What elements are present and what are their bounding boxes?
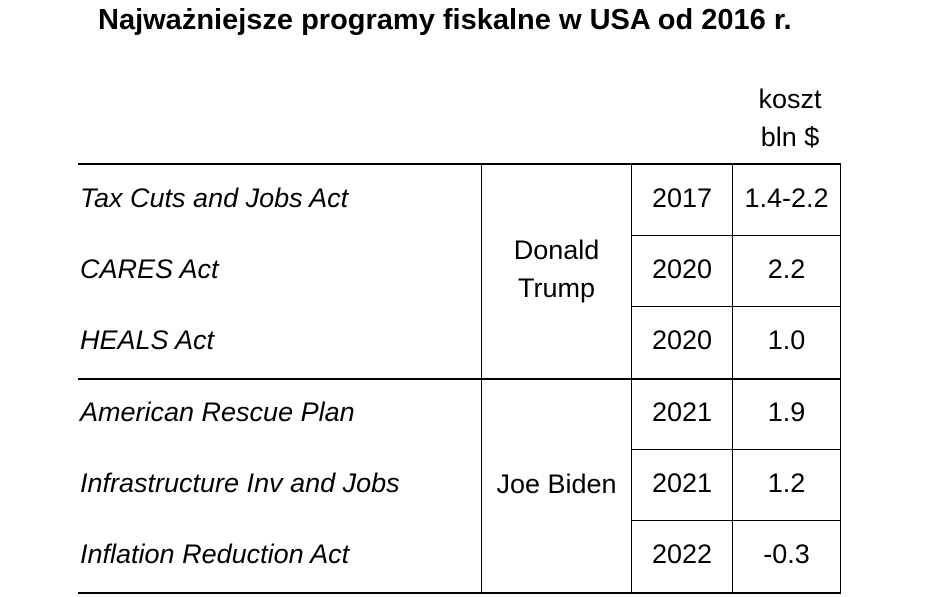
row-separator <box>631 449 841 450</box>
president-name-line: Joe Biden <box>496 469 617 499</box>
cost-header-line-2: bln $ <box>760 122 820 152</box>
act-name: CARES Act <box>80 254 219 284</box>
table-top-rule <box>78 163 841 165</box>
president-name <box>482 231 631 307</box>
act-name: American Rescue Plan <box>80 397 355 427</box>
column-divider-year-right <box>732 164 733 594</box>
act-year: 2020 <box>651 325 713 355</box>
act-cost: 1.9 <box>767 397 806 427</box>
column-divider-cost-right <box>840 164 841 594</box>
act-name: Infrastructure Inv and Jobs <box>80 468 400 498</box>
act-cost: 1.2 <box>767 468 806 498</box>
row-separator <box>631 306 841 307</box>
document-title: Najważniejsze programy fiskalne w USA od 2016 r. <box>98 4 792 36</box>
cost-column-header <box>740 80 840 156</box>
president-name-line: Trump <box>517 273 595 303</box>
act-year: 2020 <box>651 254 713 284</box>
act-cost: 1.0 <box>767 325 806 355</box>
row-separator <box>631 520 841 521</box>
act-year: 2022 <box>651 539 713 569</box>
row-separator <box>631 235 841 236</box>
column-divider-president-left <box>481 164 482 594</box>
president-name <box>482 465 631 503</box>
column-divider-president-right <box>631 164 632 594</box>
act-year: 2017 <box>651 183 713 213</box>
act-cost: 2.2 <box>767 254 806 284</box>
president-name-line: Donald <box>513 235 600 265</box>
act-cost: 1.4-2.2 <box>744 183 829 213</box>
cost-header-line-1: koszt <box>758 84 822 114</box>
act-year: 2021 <box>651 397 713 427</box>
table-bottom-rule <box>78 592 841 594</box>
act-name: Inflation Reduction Act <box>80 539 350 569</box>
group-separator-rule <box>78 378 841 380</box>
act-cost: -0.3 <box>763 539 810 569</box>
act-name: Tax Cuts and Jobs Act <box>80 183 349 213</box>
act-name: HEALS Act <box>80 325 215 355</box>
act-year: 2021 <box>651 468 713 498</box>
